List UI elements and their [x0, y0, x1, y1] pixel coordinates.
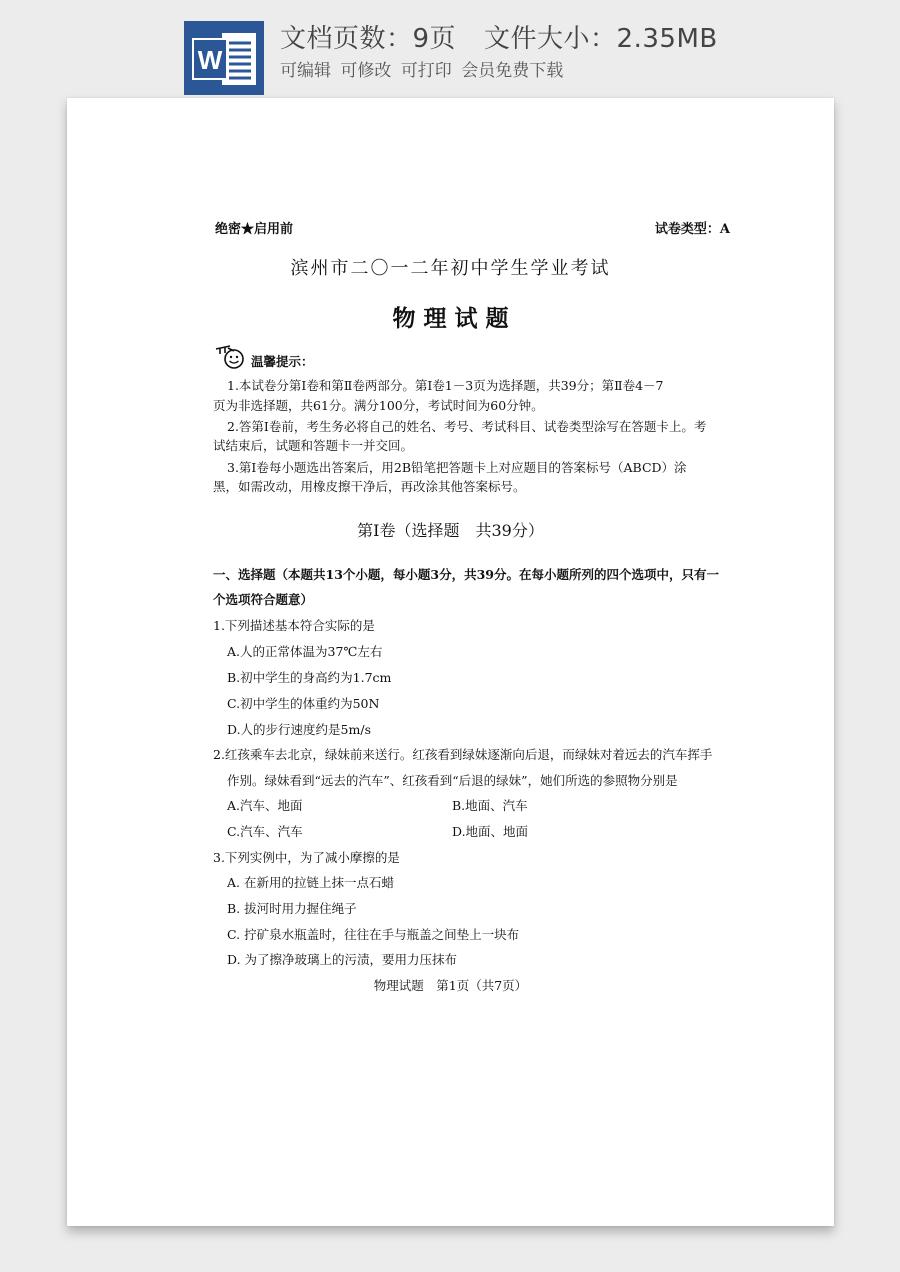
smiley-icon: [214, 343, 248, 371]
question-2-option-a: A.汽车、地面: [227, 798, 303, 813]
tip-line: 试结束后，试题和答题卡一并交回。: [213, 438, 414, 453]
section-intro-line: 一、选择题（本题共13个小题，每小题3分，共39分。在每小题所列的四个选项中，只有一: [213, 567, 719, 582]
question-1-option-b: B.初中学生的身高约为1.7cm: [227, 670, 392, 685]
word-icon-letter: W: [197, 45, 223, 75]
question-2-option-d: D.地面、地面: [452, 824, 529, 839]
question-2-option-b: B.地面、汽车: [452, 798, 528, 813]
paper-type-label: 试卷类型：A: [654, 222, 730, 237]
page-count: 文档页数：9页: [280, 24, 457, 54]
tip-line: 3.第Ⅰ卷每小题选出答案后，用2B铅笔把答题卡上对应题目的答案标号（ABCD）涂: [227, 460, 687, 475]
question-3-option-c: C. 拧矿泉水瓶盖时，往往在手与瓶盖之间垫上一块布: [227, 927, 520, 942]
question-2-stem: 作别。绿妹看到“远去的汽车”、红孩看到“后退的绿妹”，她们所选的参照物分别是: [227, 773, 678, 788]
tips-label: 温馨提示：: [251, 354, 314, 369]
tip-line: 2.答第Ⅰ卷前，考生务必将自己的姓名、考号、考试科目、试卷类型涂写在答题卡上。考: [227, 419, 707, 434]
confidential-label: 绝密★启用前: [215, 222, 294, 237]
section-intro-line: 个选项符合题意）: [213, 592, 314, 607]
question-3-option-b: B. 拔河时用力握住绳子: [227, 901, 357, 916]
tip-line: 黑，如需改动，用橡皮擦干净后，再改涂其他答案标号。: [213, 479, 526, 494]
tip-line: 1.本试卷分第Ⅰ卷和第Ⅱ卷两部分。第Ⅰ卷1－3页为选择题，共39分；第Ⅱ卷4－7: [227, 378, 664, 393]
file-features: 可编辑 可修改 可打印 会员免费下载: [280, 61, 564, 81]
download-banner: [0, 0, 900, 100]
tip-line: 页为非选择题，共61分。满分100分，考试时间为60分钟。: [213, 398, 544, 413]
question-1-option-c: C.初中学生的体重约为50N: [227, 696, 380, 711]
exam-title: 滨州市二〇一二年初中学生学业考试: [290, 258, 611, 279]
question-3-option-d: D. 为了擦净玻璃上的污渍，要用力压抹布: [227, 952, 458, 967]
document-page: [67, 98, 834, 1226]
subject-title: 物 理 试 题: [392, 305, 509, 332]
question-1-option-a: A.人的正常体温为37℃左右: [227, 644, 383, 659]
file-size: 文件大小：2.35MB: [484, 24, 718, 54]
page-footer: 物理试题 第1页（共7页）: [373, 978, 528, 993]
question-1-stem: 1.下列描述基本符合实际的是: [213, 618, 375, 633]
question-3-stem: 3.下列实例中，为了减小摩擦的是: [213, 850, 400, 865]
word-document-icon: [184, 21, 264, 95]
question-3-option-a: A. 在新用的拉链上抹一点石蜡: [227, 875, 394, 890]
section-title: 第Ⅰ卷（选择题 共39分）: [357, 521, 544, 540]
question-2-stem: 2.红孩乘车去北京，绿妹前来送行。红孩看到绿妹逐渐向后退，而绿妹对着远去的汽车挥手: [213, 747, 713, 762]
file-info-title: [280, 18, 718, 55]
question-2-option-c: C.汽车、汽车: [227, 824, 303, 839]
question-1-option-d: D.人的步行速度约是5m/s: [227, 722, 371, 737]
